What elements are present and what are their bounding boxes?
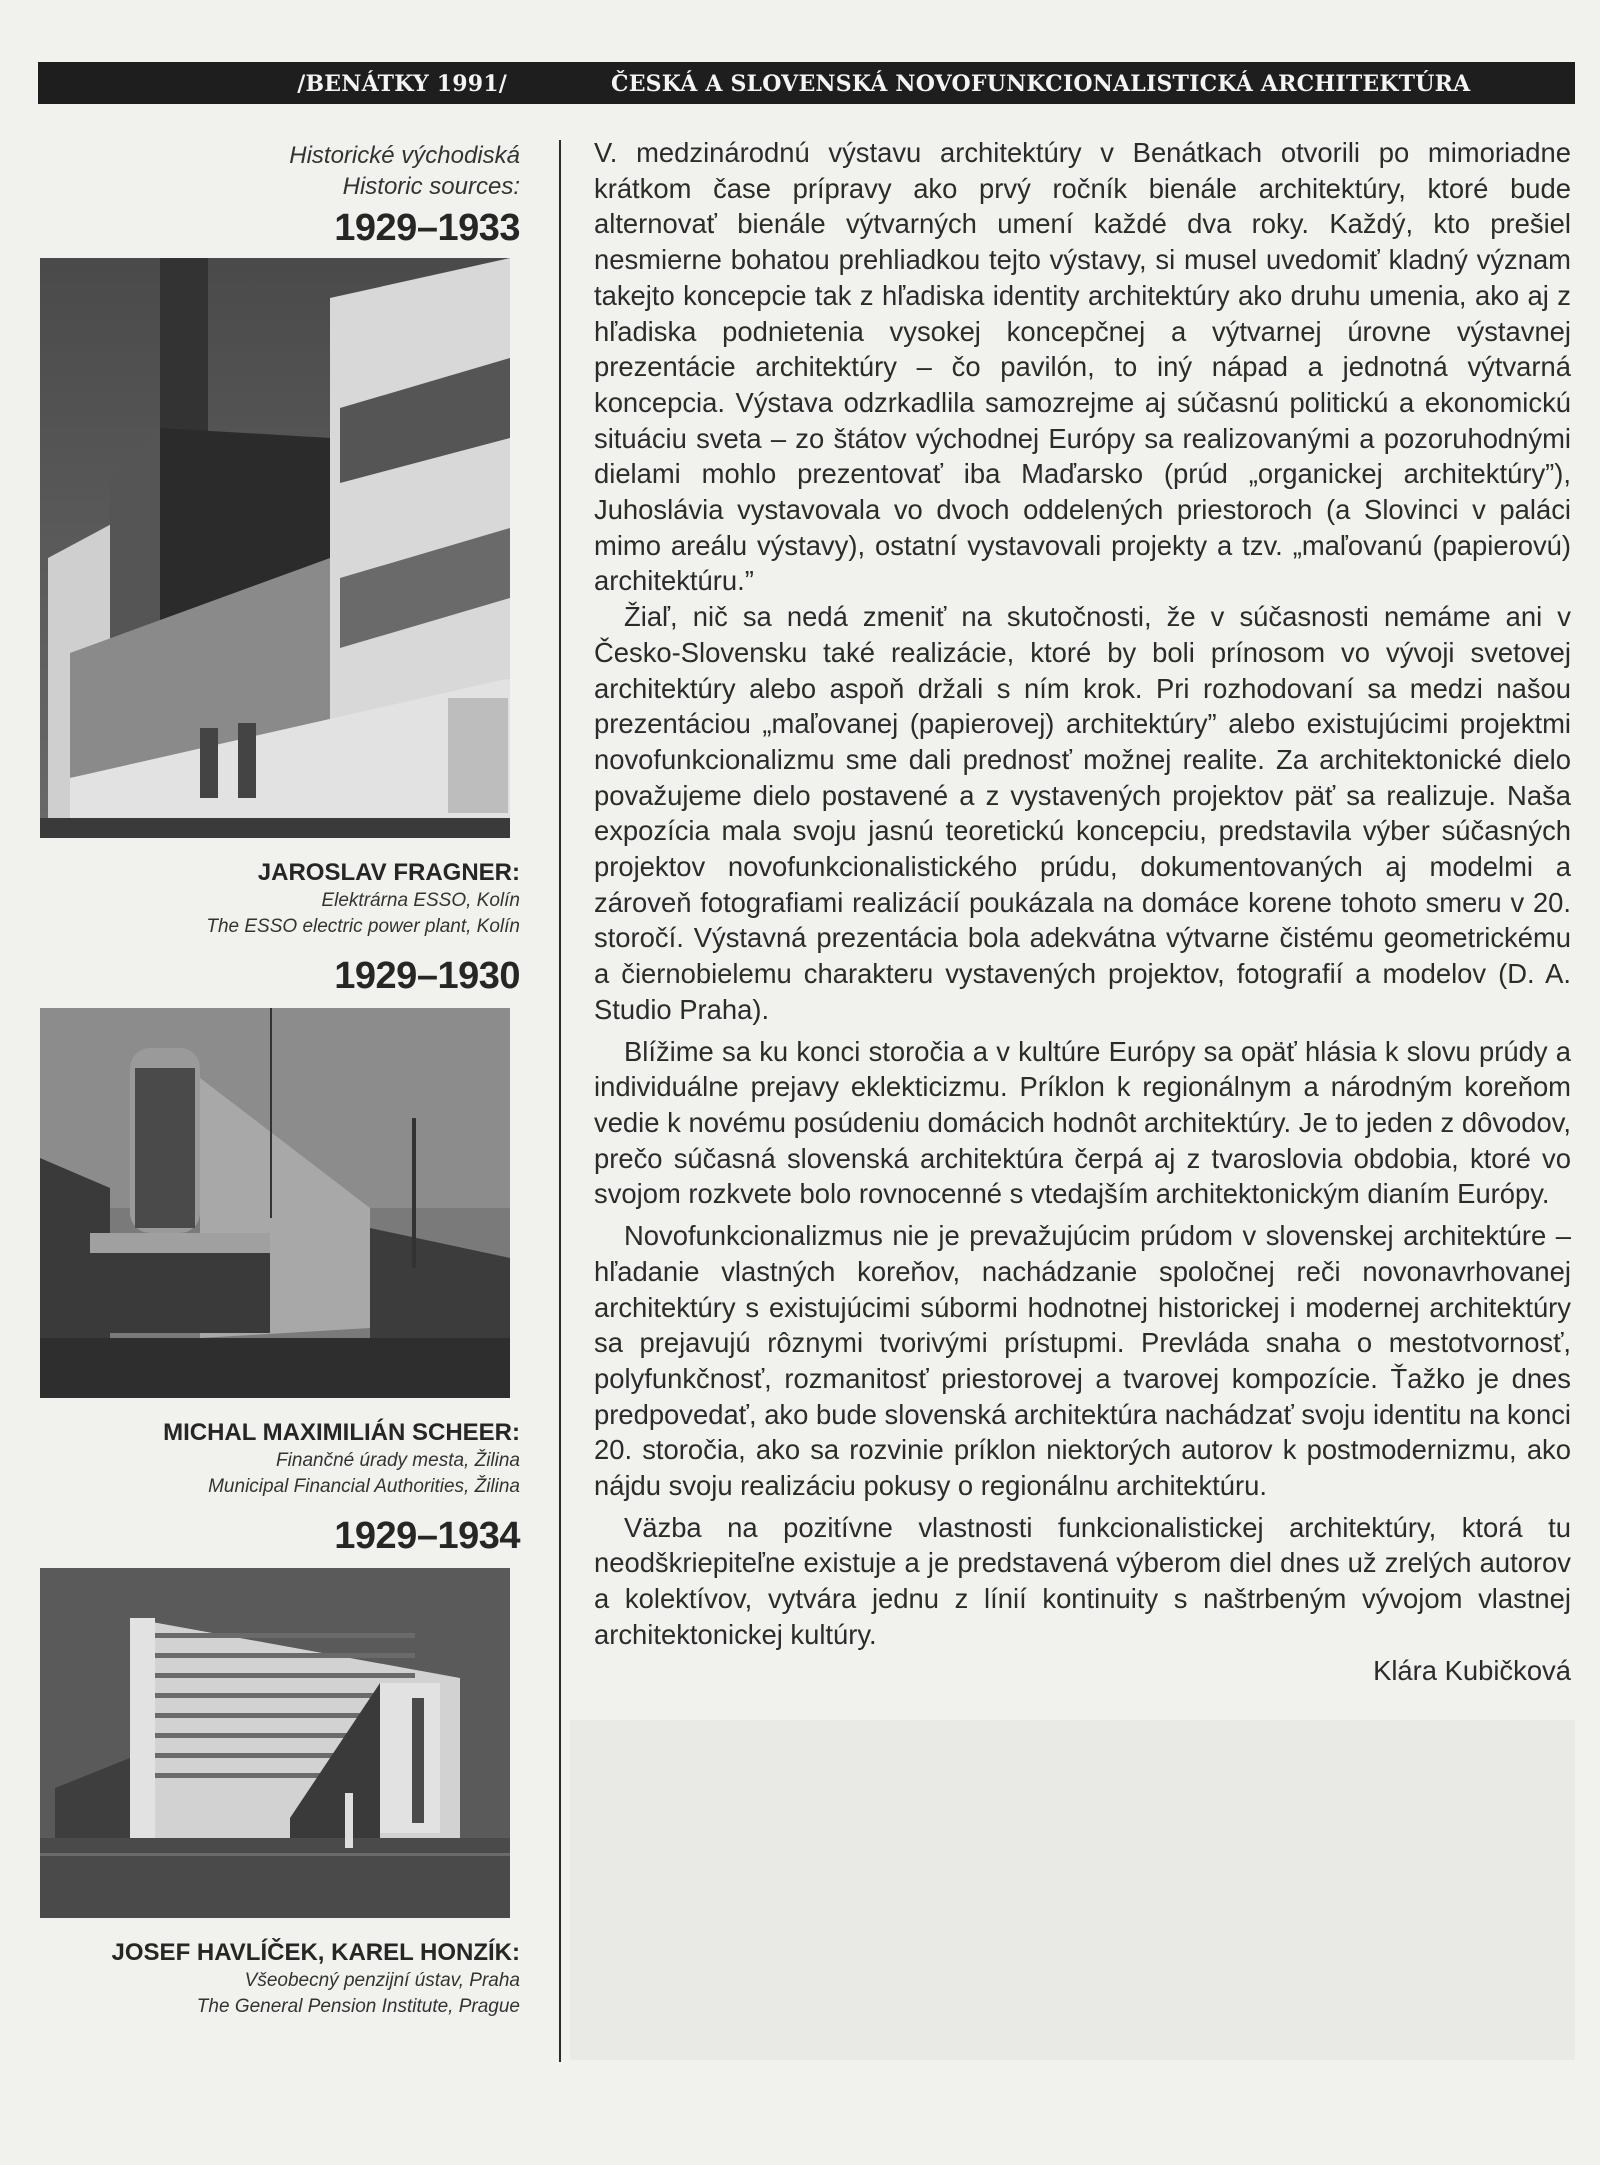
- sidebar-intro-en: Historic sources:: [342, 173, 520, 200]
- entry-caption-en: The General Pension Institute, Prague: [196, 1996, 520, 2017]
- pension-institute-photo: [40, 1568, 510, 1918]
- entry-years: 1929–1933: [334, 207, 520, 249]
- running-header: [38, 62, 1575, 104]
- entry-caption-sk: Všeobecný penzijní ústav, Praha: [244, 1970, 520, 1991]
- sidebar-captions: [38, 140, 520, 2020]
- article-paragraph: Väzba na pozitívne vlastnosti funkcionalistickej architektúry, ktorá tu neodškriepiteľne existuje a je predstavená výberom diel dnes už zrelých autorov a kolektívov, vytvára jednu z línií kontinuity s naštrbeným vývojom vlastnej architektonickej kultúry.: [594, 1511, 1571, 1650]
- article-body: [594, 135, 1571, 1688]
- author-signature: Klára Kubičková: [1373, 1654, 1571, 1686]
- article-paragraph: Blížime sa ku konci storočia a v kultúre Európy sa opäť hlásia k slovu prúdy a individuálne prejavy eklekticizmu. Príklon k regionálnym a národným koreňom vedie k novému posúdeniu domácich hodnôt architektúry. Je to jeden z dôvodov, prečo súčasná slovenská architektúra čerpá aj z tvaroslovia obdobia, ktoré vo svojom rozkvete bolo rovnocenné s vtedajším architektonickým dianím Európy.: [594, 1035, 1571, 1210]
- entry-caption-en: Municipal Financial Authorities, Žilina: [208, 1476, 520, 1497]
- entry-caption-sk: Finančné úrady mesta, Žilina: [276, 1450, 520, 1471]
- column-divider: [559, 140, 561, 2062]
- entry-years: 1929–1930: [334, 955, 520, 997]
- sidebar-intro-sk: Historické východiská: [289, 142, 520, 169]
- building-photo-icon: [40, 1008, 510, 1398]
- article-paragraph: Žiaľ, nič sa nedá zmeniť na skutočnosti, že v súčasnosti nemáme ani v Česko-Slovensku také realizácie, ktoré by boli prínosom vo vývoji svetovej architektúry alebo aspoň držali s ním krok. Pri rozhodovaní sa medzi našou prezentáciou „maľovanej (papierovej) architektúry” alebo existujúcimi projektmi novofunkcionalizmu sme dali prednosť možnej realite. Za architektonické dielo považujeme dielo postavené a z vystavených projektov päť sa realizuje. Naša expozícia mala svoju jasnú teoretickú koncepciu, predstavila výber súčasných projektov novofunkcionalistického prúdu, dokumentovaných aj modelmi a zároveň fotografiami realizácií poukázala na domáce korene tohoto smeru v 20. storočí. Výstavná prezentácia bola adekvátna výtvarne čistému geometrickému a čiernobielemu charakteru vystavených projektov, fotografií a modelov (D. A. Studio Praha).: [594, 601, 1571, 1025]
- entry-author: JOSEF HAVLÍČEK, KAREL HONZÍK:: [111, 1939, 520, 1966]
- article-paragraph: Novofunkcionalizmus nie je prevažujúcim prúdom v slovenskej architektúre – hľadanie vlastných koreňov, nachádzanie spoločnej reči novonavrhovanej architektúry s existujúcimi súbormi hodnotnej historickej i modernej architektúry sa prejavujú rôznymi tvorivými prístupmi. Prevláda snaha o mestotvornosť, polyfunkčnosť, rozmanitosť priestorovej a tvarovej kompozície. Ťažko je dnes predpovedať, ako bude slovenská architektúra nachádzať svoju identitu na konci 20. storočia, ako sa rozvinie príklon niektorých autorov k postmodernizmu, ako nájdu svoju realizáciu pokusy o regionálnu architektúru.: [594, 1220, 1571, 1502]
- esso-power-plant-photo: [40, 258, 510, 838]
- entry-caption-en: The ESSO electric power plant, Kolín: [206, 916, 520, 937]
- entry-years: 1929–1934: [334, 1515, 520, 1557]
- background-shade: [570, 1720, 1575, 2060]
- entry-author: JAROSLAV FRAGNER:: [257, 859, 520, 886]
- article-paragraph: V. medzinárodnú výstavu architektúry v Benátkach otvorili po mimoriadne krátkom čase prípravy ako prvý ročník bienále architektúry, ktoré bude alternovať bienále výtvarných umení každé dva roky. Každý, kto prešiel nesmierne bohatou prehliadkou tejto výstavy, si musel uvedomiť kladný význam takejto koncepcie tak z hľadiska identity architektúry ako druhu umenia, ako aj z hľadiska podnietenia vysokej koncepčnej a výtvarnej úrovne výstavnej prezentácie architektúry – čo pavilón, to iný nápad a jednotná výtvarná koncepcia. Výstava odzrkadlila samozrejme aj súčasnú politickú a ekonomickú situáciu sveta – zo štátov východnej Európy sa realizovanými a pozoruhodnými dielami mohlo prezentovať iba Maďarsko (prúd „organickej architektúry”), Juhoslávia vystavovala vo dvoch oddelených priestoroch (a Slovinci v paláci mimo areálu výstavy), ostatní vystavovali projekty a tzv. „maľovanú (papierovú) architektúru.”: [594, 137, 1571, 597]
- zilina-financial-office-photo: [40, 1008, 510, 1398]
- header-section-label: /BENÁTKY 1991/: [297, 71, 507, 97]
- entry-author: MICHAL MAXIMILIÁN SCHEER:: [163, 1419, 520, 1446]
- entry-caption-sk: Elektrárna ESSO, Kolín: [321, 890, 520, 911]
- header-title: ČESKÁ A SLOVENSKÁ NOVOFUNKCIONALISTICKÁ ARCHITEKTÚRA: [611, 71, 1471, 97]
- building-photo-icon: [40, 258, 510, 838]
- building-photo-icon: [40, 1568, 510, 1918]
